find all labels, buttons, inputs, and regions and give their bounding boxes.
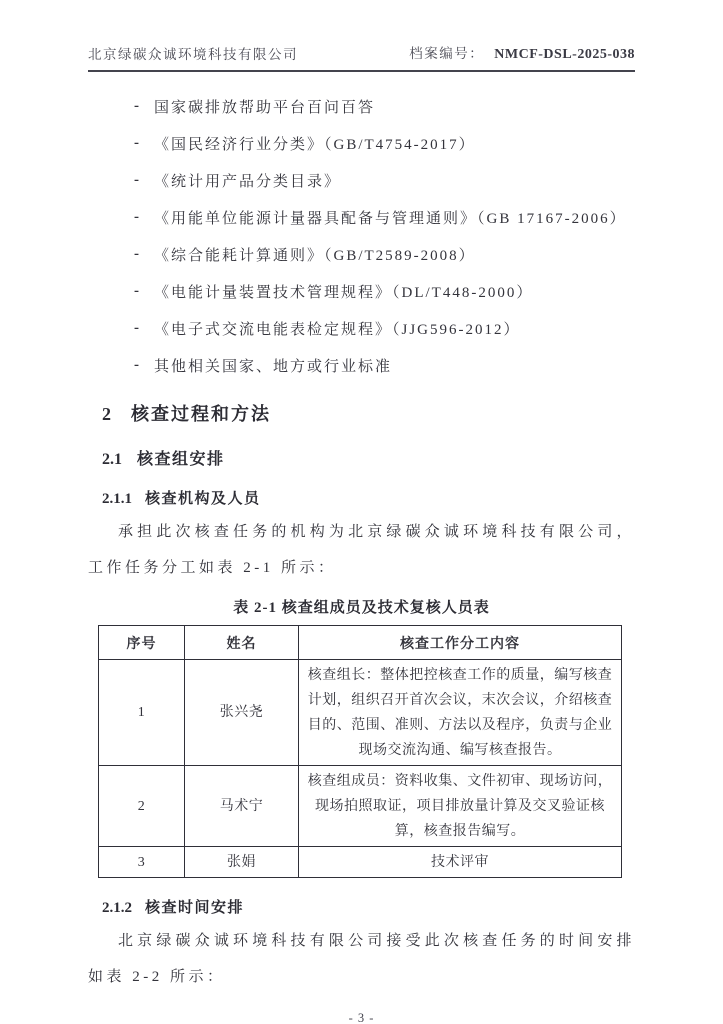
table-cell-name: 张兴尧 bbox=[185, 660, 299, 766]
table-caption: 表 2-1 核查组成员及技术复核人员表 bbox=[233, 600, 490, 616]
table-cell-no: 1 bbox=[99, 660, 185, 766]
team-table bbox=[98, 625, 622, 878]
table-header-cell-name: 姓名 bbox=[185, 626, 299, 660]
company-name: 北京绿碳众诚环境科技有限公司 bbox=[88, 47, 298, 62]
list-item bbox=[134, 273, 635, 310]
list-item-text: 《综合能耗计算通则》（GB/T2589-2008） bbox=[154, 248, 476, 264]
section-heading bbox=[102, 446, 635, 469]
list-item bbox=[134, 125, 635, 162]
dash-bullet: - bbox=[134, 246, 139, 262]
table-header-cell-no: 序号 bbox=[99, 626, 185, 660]
dash-bullet: - bbox=[134, 283, 139, 299]
list-item bbox=[134, 310, 635, 347]
dash-bullet: - bbox=[134, 172, 139, 188]
table-cell-duty: 核查组长：整体把控核查工作的质量，编写核查计划，组织召开首次会议，末次会议，介绍核查目的、范围、准则、方法以及程序，负责与企业现场交流沟通、编写核查报告。 bbox=[299, 660, 622, 766]
subsection-heading bbox=[102, 487, 635, 508]
list-item-text: 《电能计量装置技术管理规程》（DL/T448-2000） bbox=[154, 285, 534, 301]
dash-bullet: - bbox=[134, 135, 139, 151]
section-number: 2.1 bbox=[102, 451, 122, 468]
table-cell-duty: 核查组成员：资料收集、文件初审、现场访问，现场拍照取证，项目排放量计算及交叉验证核算，核查报告编写。 bbox=[299, 766, 622, 847]
list-item bbox=[134, 347, 635, 384]
list-item-text: 《用能单位能源计量器具配备与管理通则》（GB 17167-2006） bbox=[154, 211, 627, 227]
table-row bbox=[99, 847, 622, 878]
page-number: - 3 - bbox=[348, 1011, 375, 1024]
table-header-cell-duty: 核查工作分工内容 bbox=[299, 626, 622, 660]
list-item-text: 《电子式交流电能表检定规程》（JJG596-2012） bbox=[154, 322, 521, 338]
list-item bbox=[134, 199, 635, 236]
subsection-title: 核查时间安排 bbox=[145, 900, 245, 916]
table-cell-no: 2 bbox=[99, 766, 185, 847]
list-item-text: 《国民经济行业分类》（GB/T4754-2017） bbox=[154, 137, 476, 153]
archive-label: 档案编号： bbox=[409, 46, 485, 61]
subsection-number: 2.1.1 bbox=[102, 491, 132, 507]
dash-bullet: - bbox=[134, 98, 139, 114]
page-footer bbox=[88, 1011, 635, 1024]
table-row bbox=[99, 766, 622, 847]
list-item bbox=[134, 162, 635, 199]
archive-number-group bbox=[409, 42, 635, 63]
paragraph-schedule-intro: 北京绿碳众诚环境科技有限公司接受此次核查任务的时间安排如表 2-2 所示： bbox=[88, 933, 635, 985]
table-header-row bbox=[99, 626, 622, 660]
reference-list bbox=[134, 88, 635, 384]
list-item bbox=[134, 236, 635, 273]
list-item bbox=[134, 88, 635, 125]
chapter-number: 2 bbox=[102, 404, 111, 424]
list-item-text: 《统计用产品分类目录》 bbox=[154, 174, 342, 190]
archive-number: NMCF-DSL-2025-038 bbox=[494, 47, 635, 62]
table-row bbox=[99, 660, 622, 766]
table-cell-name: 马术宁 bbox=[185, 766, 299, 847]
document-header bbox=[88, 42, 635, 72]
paragraph-team-intro: 承担此次核查任务的机构为北京绿碳众诚环境科技有限公司，工作任务分工如表 2-1 所示： bbox=[88, 524, 635, 576]
list-item-text: 国家碳排放帮助平台百问百答 bbox=[154, 100, 376, 116]
table-cell-name: 张娟 bbox=[185, 847, 299, 878]
dash-bullet: - bbox=[134, 320, 139, 336]
chapter-heading bbox=[102, 400, 635, 426]
section-title: 核查组安排 bbox=[137, 451, 225, 468]
subsection-heading bbox=[102, 896, 635, 917]
list-item-text: 其他相关国家、地方或行业标准 bbox=[154, 359, 393, 375]
subsection-number: 2.1.2 bbox=[102, 900, 132, 916]
table-cell-no: 3 bbox=[99, 847, 185, 878]
dash-bullet: - bbox=[134, 209, 139, 225]
chapter-title: 核查过程和方法 bbox=[131, 404, 271, 424]
table-cell-duty: 技术评审 bbox=[299, 847, 622, 878]
dash-bullet: - bbox=[134, 357, 139, 373]
subsection-title: 核查机构及人员 bbox=[145, 491, 261, 507]
